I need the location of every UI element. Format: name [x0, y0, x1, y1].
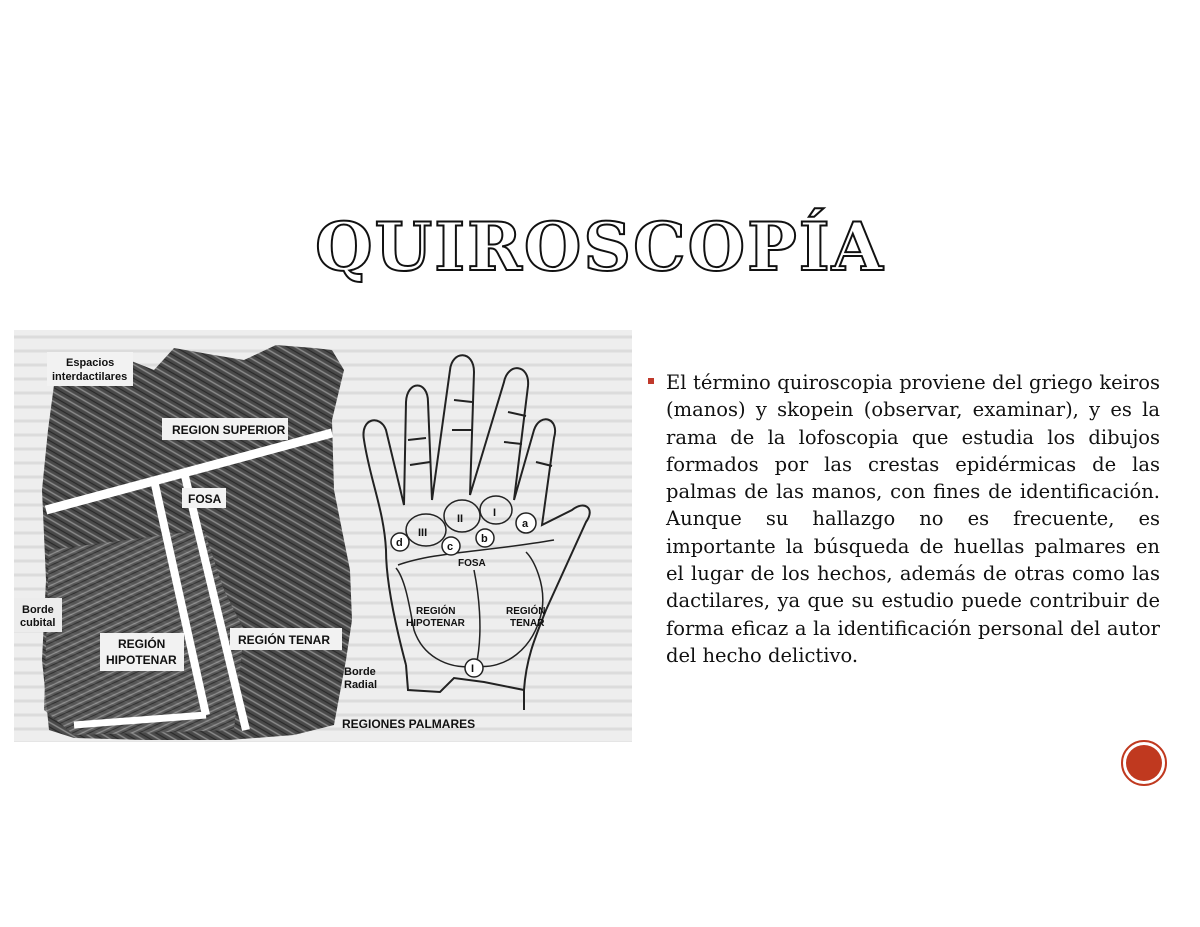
- label-circle-c: c: [447, 541, 454, 553]
- label-fosa-left: FOSA: [188, 492, 222, 506]
- label-region-tenar-left: REGIÓN TENAR: [238, 633, 331, 647]
- label-espacios-2: interdactilares: [52, 371, 128, 383]
- label-borde-cubital-1: Borde: [22, 604, 54, 616]
- label-borde-radial-1: Borde: [344, 666, 376, 678]
- list-item: [648, 369, 1160, 669]
- label-circle-a: a: [522, 518, 529, 530]
- label-circle-bottom: I: [471, 663, 475, 675]
- label-espacios-1: Espacios: [66, 357, 115, 369]
- label-region-hipotenar-right-1: REGIÓN: [416, 606, 456, 617]
- label-roman-I: I: [493, 507, 497, 519]
- label-borde-cubital-2: cubital: [20, 617, 56, 629]
- label-roman-III: III: [418, 527, 428, 539]
- label-fosa-right: FOSA: [458, 558, 486, 569]
- bullet-list: [648, 369, 1160, 669]
- button-inner-circle: [1126, 745, 1162, 781]
- figure-caption: REGIONES PALMARES: [342, 717, 476, 731]
- slide-title: QUIROSCOPÍA: [315, 208, 885, 286]
- palm-regions-figure: [14, 330, 632, 742]
- label-roman-II: II: [457, 513, 464, 525]
- label-circle-d: d: [396, 537, 403, 549]
- label-region-superior: REGION SUPERIOR: [172, 423, 286, 437]
- label-region-tenar-right-1: REGIÓN: [506, 606, 546, 617]
- next-slide-button[interactable]: [1121, 740, 1167, 786]
- label-region-hipotenar-left-1: REGIÓN: [118, 637, 166, 651]
- label-circle-b: b: [481, 533, 488, 545]
- label-region-hipotenar-right-2: HIPOTENAR: [406, 618, 465, 629]
- label-borde-radial-2: Radial: [344, 679, 378, 691]
- palm-print-lower: [44, 530, 244, 735]
- label-region-hipotenar-left-2: HIPOTENAR: [106, 653, 177, 667]
- bullet-square-icon: [648, 378, 654, 384]
- body-paragraph: El término quiroscopia proviene del griego keiros (manos) y skopein (observar, examinar), y es la rama de la lofoscopia que estudia los dibujos formados por las crestas epidérmicas de las palmas de las manos, con fines de identificación. Aunque su hallazgo no es frecuente, es importante la búsqueda de huellas palmares en el lugar de los hechos, además de otras como las dactilares, ya que su estudio puede contribuir de forma eficaz a la identificación personal del autor del hecho delictivo.: [666, 371, 1160, 667]
- label-region-tenar-right-2: TENAR: [510, 618, 545, 629]
